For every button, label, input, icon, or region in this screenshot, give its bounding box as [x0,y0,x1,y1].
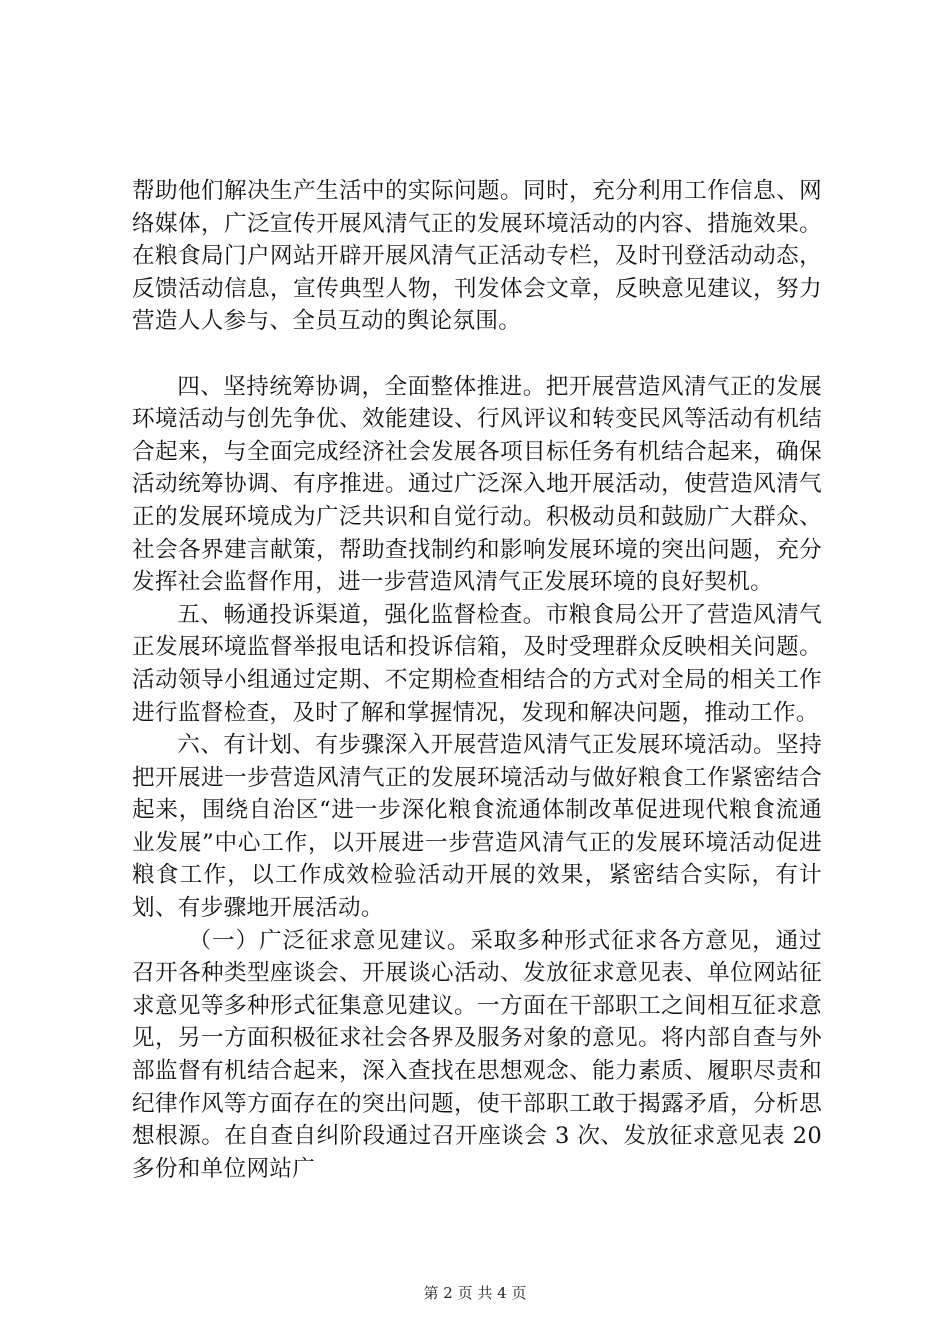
paragraph-continuation: 帮助他们解决生产生活中的实际问题。同时，充分利用工作信息、网络媒体，广泛宣传开展风清气正的发展环境活动的内容、措施效果。在粮食局门户网站开辟开展风清气正活动专栏，及时刊登活动动态，反馈活动信息，宣传典型人物，刊发体会文章，反映意见建议，努力营造人人参与、全员互动的舆论氛围。 [132,178,822,335]
document-body [132,175,822,1185]
paragraph-section-four: 四、坚持统筹协调，全面整体推进。把开展营造风清气正的发展环境活动与创先争优、效能建设、行风评议和转变民风等活动有机结合起来，与全面完成经济社会发展各项目标任务有机结合起来，确保活动统筹协调、有序推进。通过广泛深入地开展活动，使营造风清气正的发展环境成为广泛共识和自觉行动。积极动员和鼓励广大群众、社会各界建言献策，帮助查找制约和影响发展环境的突出问题，充分发挥社会监督作用，进一步营造风清气正发展环境的良好契机。 [132,373,822,596]
paragraph-section-five: 五、畅通投诉渠道，强化监督检查。市粮食局公开了营造风清气正发展环境监督举报电话和投诉信箱，及时受理群众反映相关问题。活动领导小组通过定期、不定期检查相结合的方式对全局的相关工作进行监督检查，及时了解和掌握情况，发现和解决问题，推动工作。 [132,601,822,726]
page-footer [0,1283,950,1303]
paragraph-section-six: 六、有计划、有步骤深入开展营造风清气正发展环境活动。坚持把开展进一步营造风清气正的发展环境活动与做好粮食工作紧密结合起来，围绕自治区“进一步深化粮食流通体制改革促进现代粮食流通业发展”中心工作，以开展进一步营造风清气正的发展环境活动促进粮食工作，以工作成效检验活动开展的效果，紧密结合实际，有计划、有步骤地开展活动。 [132,732,822,922]
paragraph-subsection-one: （一）广泛征求意见建议。采取多种形式征求各方意见，通过召开各种类型座谈会、开展谈心活动、发放征求意见表、单位网站征求意见等多种形式征集意见建议。一方面在干部职工之间相互征求意见，另一方面积极征求社会各界及服务对象的意见。将内部自查与外部监督有机结合起来，深入查找在思想观念、能力素质、履职尽责和纪律作风等方面存在的突出问题，使干部职工敢于揭露矛盾，分析思想根源。在自查自纠阶段通过召开座谈会 3 次、发放征求意见表 20 多份和单位网站广 [132,927,822,1182]
page-number-label: 第 2 页 共 4 页 [423,1284,527,1302]
paragraph-gap [132,338,822,371]
